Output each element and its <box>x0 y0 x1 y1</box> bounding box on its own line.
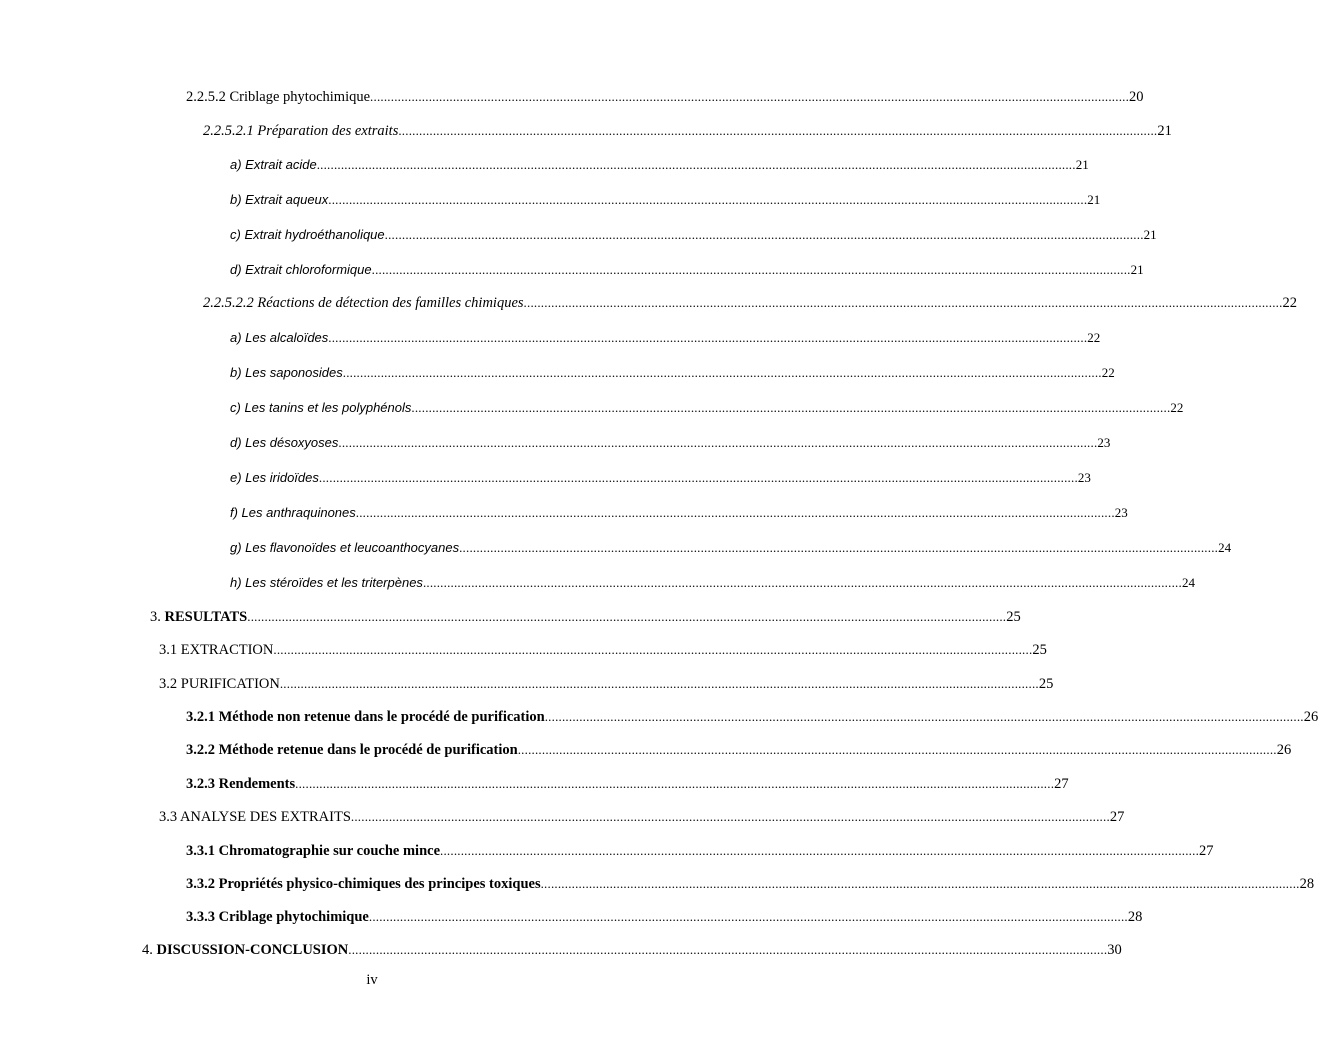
dot-leader: ............................................................................................................................................................................................................................ <box>247 609 1007 624</box>
toc-entry-page: 27 <box>1199 843 1214 859</box>
toc-entry[interactable] <box>230 503 1128 523</box>
toc-entry[interactable] <box>186 707 1318 727</box>
toc-entry-label: DISCUSSION-CONCLUSION <box>156 942 349 958</box>
toc-entry[interactable] <box>203 293 1298 313</box>
dot-leader: ............................................................................................................................................................................................................................ <box>338 435 1098 450</box>
toc-entry-label: b) Extrait aqueux <box>230 192 329 207</box>
toc-entry-label: c) Les tanins et les polyphénols <box>230 400 412 415</box>
dot-leader: ............................................................................................................................................................................................................................ <box>342 365 1102 380</box>
toc-entry-page: 25 <box>1038 676 1054 692</box>
toc-entry-label: 3.3.3 Criblage phytochimique <box>186 909 369 925</box>
toc-entry-page: 22 <box>1087 330 1101 345</box>
dot-leader: ............................................................................................................................................................................................................................ <box>318 470 1078 485</box>
dot-leader: ............................................................................................................................................................................................................................ <box>328 192 1088 207</box>
toc-entry-page: 22 <box>1170 400 1184 415</box>
toc-entry-page: 20 <box>1129 89 1144 105</box>
toc-entry-page: 26 <box>1276 742 1292 758</box>
toc-entry-page: 23 <box>1077 470 1091 485</box>
toc-entry-label: e) Les iridoïdes <box>230 470 319 485</box>
dot-leader: ............................................................................................................................................................................................................................ <box>540 876 1300 891</box>
dot-leader: ............................................................................................................................................................................................................................ <box>279 676 1039 691</box>
toc-entry-page: 21 <box>1143 227 1157 242</box>
toc-entry[interactable] <box>186 87 1144 107</box>
toc-entry[interactable] <box>186 774 1069 794</box>
toc-entry-page: 22 <box>1101 365 1115 380</box>
dot-leader: ............................................................................................................................................................................................................................ <box>544 709 1304 724</box>
toc-entry-label: 3.1 EXTRACTION <box>159 642 274 658</box>
toc-entry[interactable] <box>186 907 1143 927</box>
toc-entry[interactable] <box>230 260 1144 280</box>
dot-leader: ............................................................................................................................................................................................................................ <box>328 330 1088 345</box>
toc-entry[interactable] <box>159 640 1047 660</box>
toc-entry-page: 21 <box>1130 262 1144 277</box>
toc-entry[interactable] <box>186 874 1315 894</box>
dot-leader: ............................................................................................................................................................................................................................ <box>523 295 1283 310</box>
toc-entry-page: 28 <box>1299 876 1315 892</box>
toc-entry-page: 23 <box>1114 505 1128 520</box>
toc-entry-label: d) Extrait chloroformique <box>230 262 372 277</box>
toc-entry[interactable] <box>186 740 1292 760</box>
toc-entry-label: a) Extrait acide <box>230 157 317 172</box>
toc-entry-label: c) Extrait hydroéthanolique <box>230 227 385 242</box>
toc-entry-page: 21 <box>1157 123 1172 139</box>
toc-entry-page: 24 <box>1181 575 1195 590</box>
toc-entry[interactable] <box>230 225 1157 245</box>
dot-leader: ............................................................................................................................................................................................................................ <box>384 227 1144 242</box>
toc-entry[interactable] <box>142 940 1122 960</box>
dot-leader: ............................................................................................................................................................................................................................ <box>371 262 1131 277</box>
toc-entry[interactable] <box>150 607 1021 627</box>
dot-leader: ............................................................................................................................................................................................................................ <box>355 505 1115 520</box>
toc-entry[interactable] <box>230 538 1232 558</box>
toc-entry-label: d) Les désoxyoses <box>230 435 339 450</box>
toc-entry-label: f) Les anthraquinones <box>230 505 356 520</box>
toc-entry-label: h) Les stéroïdes et les triterpènes <box>230 575 423 590</box>
toc-entry-label: a) Les alcaloïdes <box>230 330 329 345</box>
toc-entry[interactable] <box>159 807 1125 827</box>
toc-entry-label: 3.3 ANALYSE DES EXTRAITS <box>159 809 351 825</box>
dot-leader: ............................................................................................................................................................................................................................ <box>398 123 1158 138</box>
toc-entry-page: 27 <box>1054 776 1069 792</box>
toc-entry[interactable] <box>230 433 1111 453</box>
toc-entry-label: RESULTATS <box>164 609 248 625</box>
dot-leader: ............................................................................................................................................................................................................................ <box>422 575 1182 590</box>
toc-entry-label: 2.2.5.2 Criblage phytochimique <box>186 89 371 105</box>
dot-leader: ............................................................................................................................................................................................................................ <box>348 942 1108 957</box>
section-number: 3. <box>150 609 161 625</box>
toc-entry-label: b) Les saponosides <box>230 365 343 380</box>
toc-entry[interactable] <box>159 674 1054 694</box>
toc-entry[interactable] <box>230 328 1101 348</box>
dot-leader: ............................................................................................................................................................................................................................ <box>316 157 1076 172</box>
toc-entry-label: 3.3.1 Chromatographie sur couche mince <box>186 843 441 859</box>
toc-entry-page: 25 <box>1006 609 1021 625</box>
toc-entry[interactable] <box>186 841 1214 861</box>
toc-entry-page: 26 <box>1303 709 1318 725</box>
toc-entry-label: 3.2.1 Méthode non retenue dans le procédé de purification <box>186 709 545 725</box>
toc-entry-page: 23 <box>1097 435 1111 450</box>
toc-entry-label: 2.2.5.2.2 Réactions de détection des familles chimiques <box>203 295 524 311</box>
toc-entry-page: 24 <box>1218 540 1232 555</box>
dot-leader: ............................................................................................................................................................................................................................ <box>517 742 1277 757</box>
toc-entry-page: 22 <box>1282 295 1298 311</box>
toc-entry[interactable] <box>230 363 1115 383</box>
page-number: iv <box>366 972 378 988</box>
toc-entry-page: 30 <box>1107 942 1122 958</box>
toc-entry-label: 2.2.5.2.1 Préparation des extraits <box>203 123 399 139</box>
toc-entry-page: 28 <box>1127 909 1143 925</box>
toc-entry[interactable] <box>230 155 1089 175</box>
dot-leader: ............................................................................................................................................................................................................................ <box>440 843 1200 858</box>
toc-entry-label: 3.2 PURIFICATION <box>159 676 280 692</box>
toc-entry[interactable] <box>203 121 1172 141</box>
dot-leader: ............................................................................................................................................................................................................................ <box>368 909 1128 924</box>
toc-entry-page: 21 <box>1087 192 1101 207</box>
toc-entry-label: 3.2.3 Rendements <box>186 776 296 792</box>
dot-leader: ............................................................................................................................................................................................................................ <box>273 642 1033 657</box>
toc-entry-page: 27 <box>1109 809 1125 825</box>
toc-entry-page: 21 <box>1075 157 1089 172</box>
toc-entry-label: 3.2.2 Méthode retenue dans le procédé de purification <box>186 742 518 758</box>
toc-entry[interactable] <box>230 398 1184 418</box>
toc-entry-label: 3.3.2 Propriétés physico-chimiques des principes toxiques <box>186 876 541 892</box>
section-number: 4. <box>142 942 153 958</box>
dot-leader: ............................................................................................................................................................................................................................ <box>370 89 1130 104</box>
dot-leader: ............................................................................................................................................................................................................................ <box>350 809 1110 824</box>
dot-leader: ............................................................................................................................................................................................................................ <box>459 540 1219 555</box>
toc-entry[interactable] <box>230 190 1101 210</box>
toc-entry-page: 25 <box>1032 642 1047 658</box>
toc-entry[interactable] <box>230 468 1091 488</box>
dot-leader: ............................................................................................................................................................................................................................ <box>411 400 1171 415</box>
dot-leader: ............................................................................................................................................................................................................................ <box>295 776 1055 791</box>
toc-entry[interactable] <box>230 573 1195 593</box>
toc-entry-label: g) Les flavonoïdes et leucoanthocyanes <box>230 540 460 555</box>
